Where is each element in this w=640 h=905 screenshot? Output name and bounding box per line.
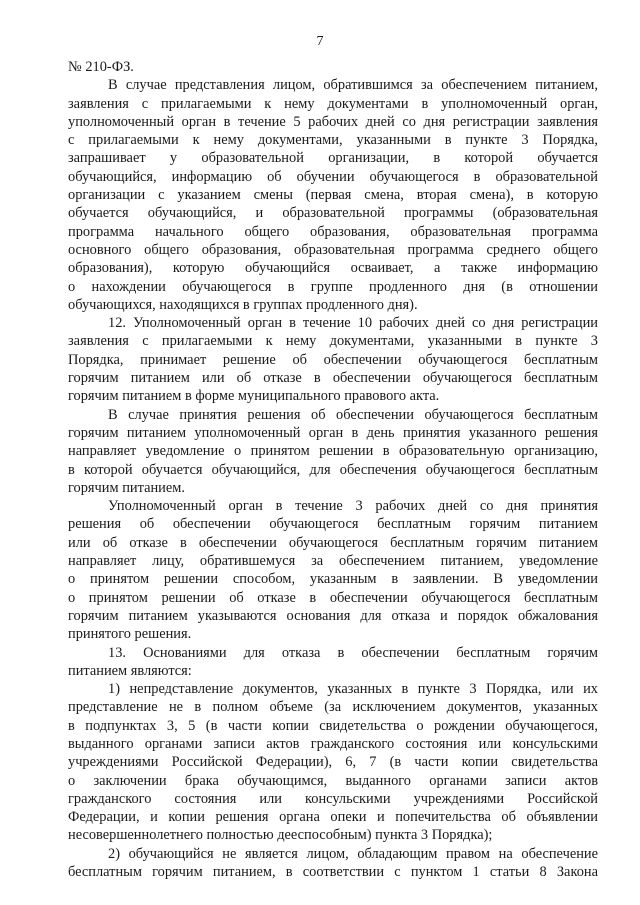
text-line: 12. Уполномоченный орган в течение 10 рабочих дней со дня регистрации (108, 315, 598, 332)
text-line: В случае представления лицом, обратившимся за обеспечением питанием, (108, 77, 598, 94)
text-line: питанием являются: (68, 662, 192, 679)
text-line: горячим питанием уполномоченный орган в день принятия указанного решения (68, 424, 598, 441)
text-line: горячим питанием или об отказе в обеспечении обучающегося бесплатным (68, 370, 598, 387)
text-line: несовершеннолетнего полностью дееспособным) пункта 3 Порядка); (68, 827, 493, 844)
text-line: уполномоченный орган в течение 5 рабочих дней со дня регистрации заявления (68, 113, 598, 130)
text-line: бесплатным горячим питанием, в соответствии с пунктом 1 статьи 8 Закона (68, 864, 598, 881)
text-line: программа начального общего образования, образовательная программа (68, 223, 598, 240)
text-line: основного общего образования, образовательная программа среднего общего (68, 241, 598, 258)
text-line: направляет уведомление о принятом решении в образовательную организацию, (68, 443, 598, 460)
document-body (68, 58, 598, 881)
text-line: обучается обучающийся, и образовательной программы (образовательная (68, 205, 598, 222)
page-number: 7 (316, 34, 324, 49)
text-line: учреждениями Российской Федерации), 6, 7 (в части копии свидетельства (68, 754, 598, 771)
text-line: 1) непредставление документов, указанных в пункте 3 Порядка, или их (108, 681, 598, 698)
text-line: обучающийся, информацию об обучении обучающегося в образовательной (68, 168, 598, 185)
text-line: принятого решения. (68, 626, 192, 643)
text-line: № 210-ФЗ. (68, 59, 134, 75)
text-line: Порядка, принимает решение об обеспечении обучающегося бесплатным (68, 351, 598, 368)
text-line: 13. Основаниями для отказа в обеспечении бесплатным горячим (108, 644, 598, 661)
text-line: или об отказе в обеспечении обучающегося бесплатным горячим питанием (68, 534, 598, 551)
text-line: В случае принятия решения об обеспечении обучающегося бесплатным (108, 406, 598, 423)
text-line: организации с указанием смены (первая смена, вторая смена), в которую (68, 187, 598, 204)
text-line: направляет лицу, обратившемуся за обеспечением питанием, уведомление (68, 553, 598, 570)
text-line: горячим питанием. (68, 479, 185, 496)
text-line: горячим питанием в форме муниципального правового акта. (68, 388, 440, 405)
text-line: Уполномоченный орган в течение 3 рабочих дней со дня принятия (108, 498, 598, 515)
text-line: решения об обеспечении обучающегося бесплатным горячим питанием (68, 516, 598, 533)
text-line: горячим питанием указываются основания для отказа и порядок обжалования (68, 607, 598, 624)
text-line: 2) обучающийся не является лицом, обладающим правом на обеспечение (108, 845, 598, 862)
text-line: Федерации, и копии решения органа опеки и попечительства об объявлении (68, 809, 598, 826)
text-line: образования), которую обучающийся осваивает, а также информацию (68, 260, 598, 277)
text-line: с прилагаемыми к нему документами, указанными в пункте 3 Порядка, (68, 132, 598, 149)
text-line: запрашивает у образовательной организации, в которой обучается (68, 150, 598, 167)
text-line: представление не в полном объеме (за исключением документов, указанных (68, 699, 598, 716)
text-line: заявления с прилагаемыми к нему документами, указанными в пункте 3 (68, 333, 598, 350)
text-line: в подпунктах 3, 5 (в части копии свидетельства о рождении обучающегося, (68, 717, 598, 734)
text-line: выданного органами записи актов гражданского состояния или консульскими (68, 735, 598, 752)
text-line: заявления с прилагаемыми к нему документами в уполномоченный орган, (68, 95, 598, 112)
text-line: о заключении брака обучающимся, выданного органами записи актов (68, 772, 598, 789)
text-line: обучающихся, находящихся в группах продленного дня). (68, 296, 418, 313)
text-line: гражданского состояния или консульскими учреждениями Российской (68, 790, 598, 807)
text-line: о принятом решении способом, указанным в заявлении. В уведомлении (68, 571, 598, 588)
text-line: о нахождении обучающегося в группе продленного дня (в отношении (68, 278, 598, 295)
text-line: в которой обучается обучающийся, для обеспечения обучающегося бесплатным (68, 461, 598, 478)
text-line: о принятом решении об отказе в обеспечении обучающегося бесплатным (68, 589, 598, 606)
